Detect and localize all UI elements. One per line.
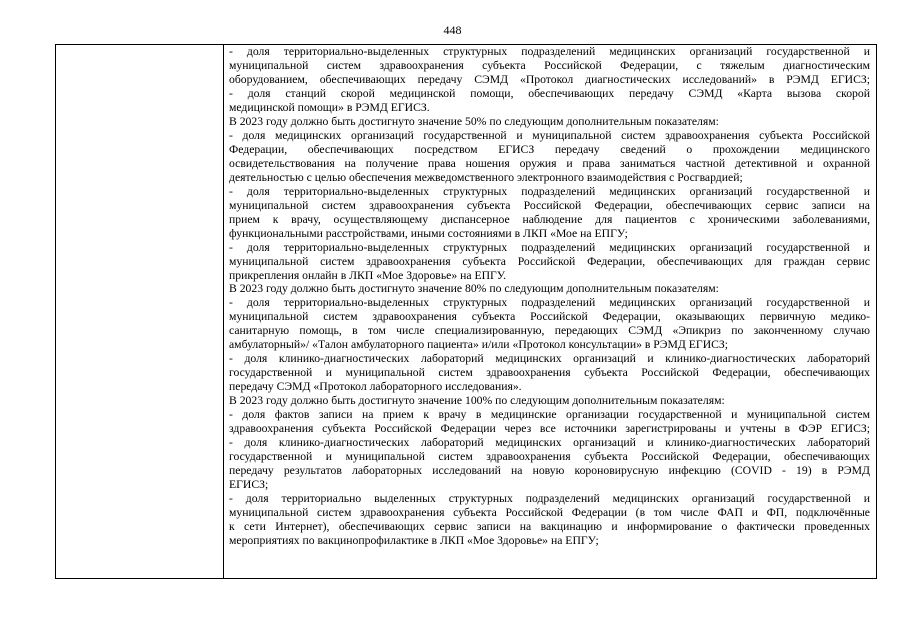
text-line: муниципальной систем здравоохранения субъекта Российской Федерации, с тяжелым диагностическим (229, 58, 870, 72)
text-line: деятельностью с целью обеспечения межведомственного электронного взаимодействия с Росгвардией; (229, 170, 743, 184)
text-line: - доля станций скорой медицинской помощи, обеспечивающих передачу СЭМД «Карта вызова скорой (229, 86, 870, 100)
text-line: государственной и муниципальной систем здравоохранения субъекта Российской Федерации, обеспечивающих (229, 450, 870, 464)
text-line: - доля территориально выделенных структурных подразделений медицинских организаций государственной и (229, 492, 870, 505)
text-line: муниципальной систем здравоохранения субъекта Российской Федерации, обеспечивающих для граждан сервис (229, 254, 870, 268)
text-line: к сети Интернет), обеспечивающих сервис записи на вакцинацию и информирование о фактически проведенных (229, 519, 870, 533)
text-line: - доля территориально-выделенных структурных подразделений медицинских организаций государственной и (229, 184, 870, 198)
table-right-column (224, 45, 876, 578)
text-line: - доля территориально-выделенных структурных подразделений медицинских организаций государственной и (229, 296, 870, 310)
text-line: санитарную помощь, в том числе специализированную, передающих СЭМД «Эпикриз по законченному случаю (229, 324, 870, 338)
text-line: муниципальной систем здравоохранения субъекта Российской Федерации (в том числе ФАП и ФП, подключённые (229, 505, 870, 519)
text-line: - доля медицинских организаций государственной и муниципальной систем здравоохранения субъекта Российской (229, 128, 870, 142)
text-line: прием к врачу, осуществляющему диспансерное наблюдение для пациентов с хроническими заболеваниями, (229, 212, 870, 226)
text-line: передачу СЭМД «Протокол лабораторного исследования». (229, 380, 522, 394)
text-line: здравоохранения субъекта Российской Федерации через все источники зарегистрированы и учтены в ФЭР ЕГИСЗ; (229, 422, 870, 436)
text-line: - доля территориально-выделенных структурных подразделений медицинских организаций государственной и (229, 45, 870, 58)
text-line: государственной и муниципальной систем здравоохранения субъекта Российской Федерации, обеспечивающих (229, 366, 870, 380)
text-line: - доля клинико-диагностических лабораторий медицинских организаций и клинико-диагностических лабораторий (229, 352, 870, 366)
text-line: оборудованием, обеспечивающих передачу СЭМД «Протокол диагностических исследований» в РЭМД ЕГИСЗ; (229, 72, 870, 86)
text-line: В 2023 году должно быть достигнуто значение 50% по следующим дополнительным показателям: (229, 114, 719, 128)
text-line: мероприятиях по вакцинопрофилактике в ЛКП «Мое Здоровье» на ЕПГУ; (229, 533, 599, 547)
document-table (55, 44, 877, 579)
text-line: - доля территориально-выделенных структурных подразделений медицинских организаций государственной и (229, 240, 870, 254)
text-line: амбулаторный»/ «Талон амбулаторного пациента» и/или «Протокол консультации» в РЭМД ЕГИСЗ; (229, 338, 729, 352)
text-line: муниципальной систем здравоохранения субъекта Российской Федерации, обеспечивающих сервис записи на (229, 198, 870, 212)
text-line: - доля клинико-диагностических лабораторий медицинских организаций и клинико-диагностических лабораторий (229, 436, 870, 450)
text-line: муниципальной систем здравоохранения субъекта Российской Федерации, оказывающих первичную медико- (229, 310, 870, 324)
text-line: прикрепления онлайн в ЛКП «Мое Здоровье» на ЕПГУ. (229, 268, 507, 282)
page-number: 448 (443, 23, 462, 37)
text-line: медицинской помощи» в РЭМД ЕГИСЗ. (229, 100, 430, 114)
text-line: передачу результатов лабораторных исследований на новую короновирусную инфекцию (COVID - 19) в РЭМД (229, 464, 870, 478)
text-line: ЕГИСЗ; (229, 478, 269, 492)
text-line: В 2023 году должно быть достигнуто значение 80% по следующим дополнительным показателям: (229, 282, 719, 296)
text-line: освидетельствования на получение права ношения оружия и права заниматься частной детективной и охранной (229, 156, 870, 170)
text-line: Федерации, обеспечивающих посредством ЕГИСЗ передачу сведений о прохождении медицинского (229, 142, 870, 156)
table-left-column (56, 45, 224, 578)
text-line: - доля фактов записи на прием к врачу в медицинские организации государственной и муниципальной систем (229, 408, 870, 422)
text-line: функциональными расстройствами, иными состояниями в ЛКП «Мое на ЕПГУ; (229, 226, 628, 240)
text-line: В 2023 году должно быть достигнуто значение 100% по следующим дополнительным показателям: (229, 394, 725, 408)
